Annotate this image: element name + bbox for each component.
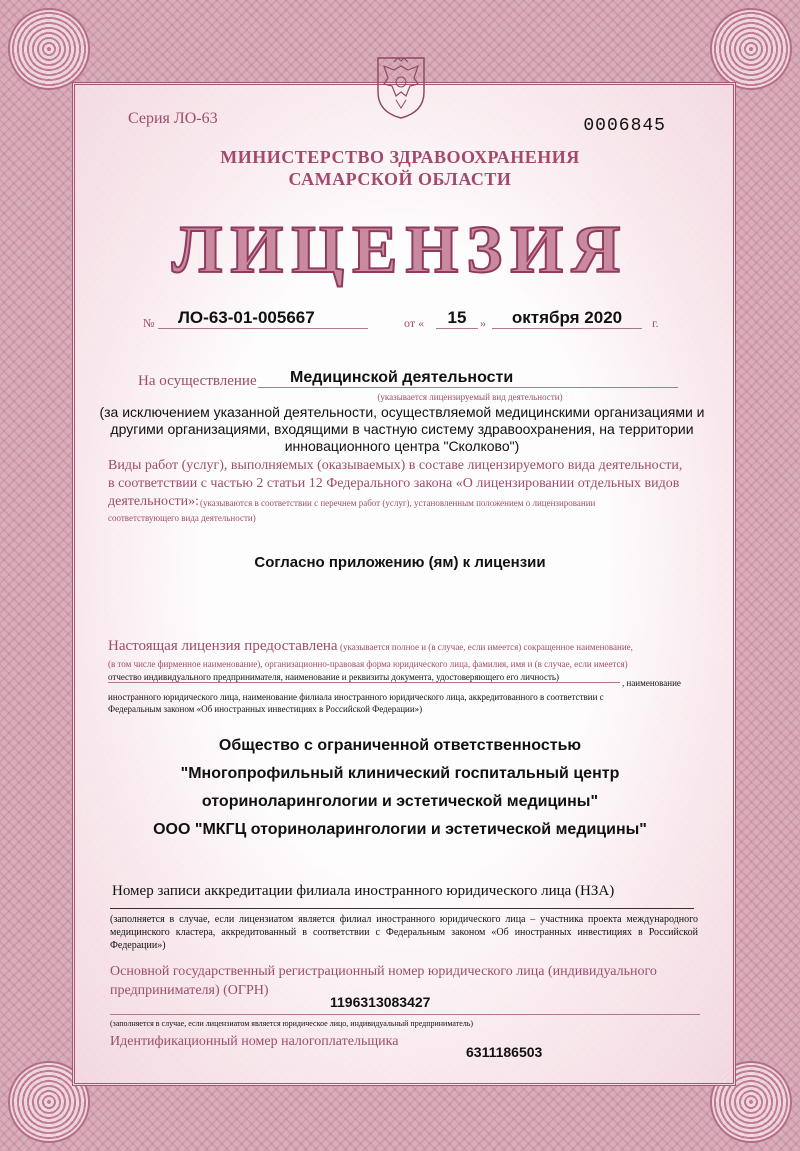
organization-line3: оториноларингологии и эстетической медицины" [201,793,599,810]
ogrn-label: Основной государственный регистрационный номер юридического лица (индивидуального предпринимателя) (ОГРН) [110,964,657,998]
license-month-year: октября 2020 [492,308,642,329]
works-line4-hint: соответствующего вида деятельности) [108,513,256,523]
nza-hint: (заполняется в случае, если лицензиатом является филиал иностранного юридического лица – участника проекта международного медицинского кластера, аккредитованный в соответствии с Федеральным законом «Об иностранных инвестициях в Российской Федерации») [110,914,698,951]
corner-ornament [710,8,792,90]
works-value: Согласно приложению (ям) к лицензии [254,554,546,571]
granted-hint3-tail: , наименование [622,678,681,688]
granted-hint1: (указывается полное и (в случае, если имеется) сокращенное наименование, [340,642,633,652]
organization-line1: Общество с ограниченной ответственностью [218,737,582,754]
ogrn-hint: (заполняется в случае, если лицензиатом является юридическое лицо, индивидуальный предприниматель) [110,1019,474,1028]
granted-hint5: Федеральным законом «Об иностранных инвестициях в Российской Федерации») [108,704,423,714]
document-title: ЛИЦЕНЗИЯ [171,211,629,287]
activity-value: Медицинской деятельности [258,369,678,388]
works-line3-label: деятельности»: [108,494,200,509]
ministry-name-line1: МИНИСТЕРСТВО ЗДРАВООХРАНЕНИЯ [220,147,580,167]
organization-short-name: ООО "МКГЦ оториноларингологии и эстетической медицины" [153,821,647,838]
nza-label: Номер записи аккредитации филиала иностранного юридического лица (НЗА) [112,883,615,899]
license-day: 15 [436,308,478,329]
organization-line2: "Многопрофильный клинический госпитальный центр [180,765,620,782]
corner-ornament [8,8,90,90]
year-suffix: г. [652,316,659,330]
blank-number: 0006845 [583,116,666,136]
works-line2: в соответствии с частью 2 статьи 12 Федерального закона «О лицензировании отдельных видов [108,476,680,491]
inn-label: Идентификационный номер налогоплательщика [110,1034,399,1049]
coat-of-arms-icon [372,52,430,120]
number-sign: № [143,316,155,330]
ogrn-value: 1196313083427 [330,994,431,1010]
nza-value-line [110,908,694,909]
ministry-name-line2: САМАРСКОЙ ОБЛАСТИ [288,169,512,189]
date-from-label: от « [404,316,425,330]
granted-hint4: иностранного юридического лица, наименование филиала иностранного юридического лица, аккредитованного в соответствии с [108,692,604,702]
ogrn-value-line [110,1014,700,1015]
inn-value: 6311186503 [466,1044,543,1060]
works-line3-hint: (указываются в соответствии с перечнем работ (услуг), установленным положением о лицензировании [200,498,596,508]
activity-hint: (указывается лицензируемый вид деятельности) [377,392,563,402]
activity-exclusion: (за исключением указанной деятельности, осуществляемой медицинскими организациями и другими организациями, входящими в частную систему здравоохранения, на территории инновационного центра "Сколково") [99,404,705,454]
granted-hint3: отчество индивидуального предпринимателя, наименование и реквизиты документа, удостоверяющего его личность) [108,672,620,683]
series-label: Серия ЛО-63 [128,110,218,127]
granted-label: Настоящая лицензия предоставлена [108,638,338,654]
works-line1: Виды работ (услуг), выполняемых (оказываемых) в составе лицензируемого вида деятельности, [108,458,683,473]
date-day-close: » [480,316,486,330]
license-number: ЛО-63-01-005667 [158,308,368,329]
activity-label: На осуществление [138,373,257,389]
granted-hint2: (в том числе фирменное наименование), организационно-правовая форма юридического лица, фамилия, имя и (в случае, если имеется) [108,659,628,669]
